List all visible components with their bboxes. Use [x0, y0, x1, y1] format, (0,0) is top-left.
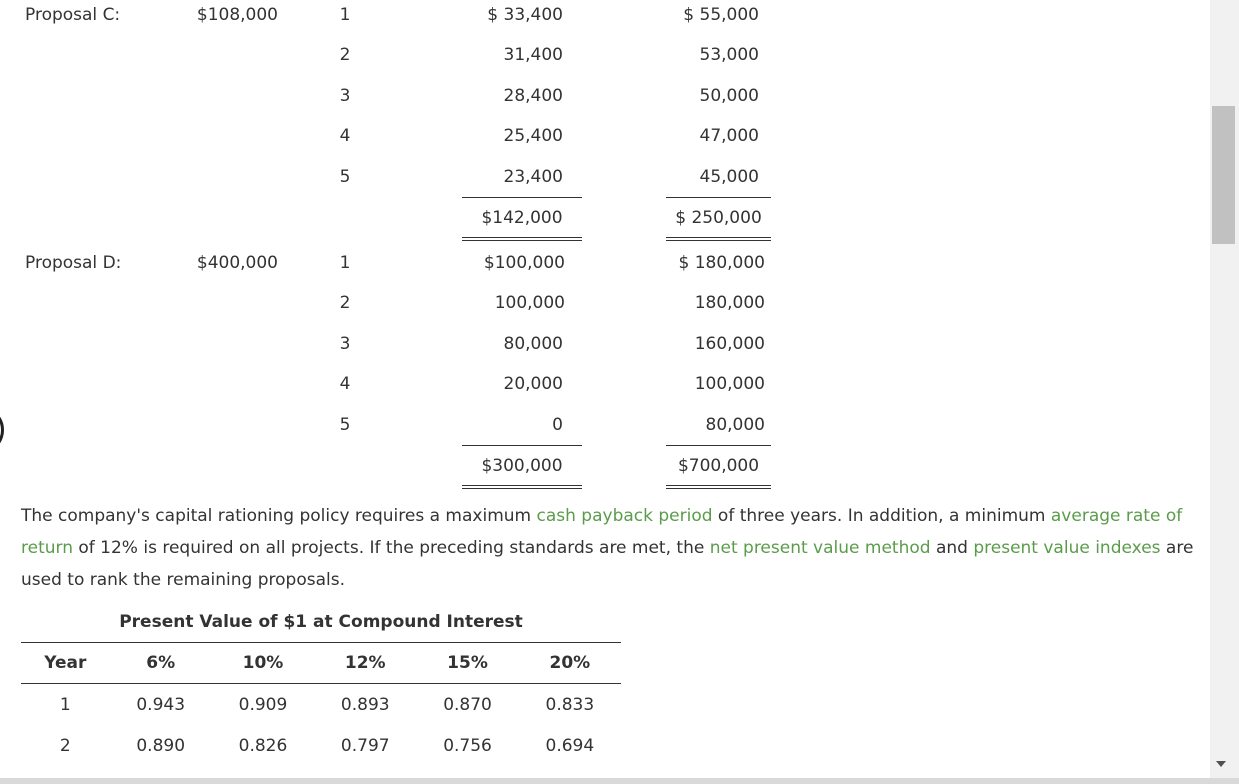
income-cell: 80,000 — [503, 334, 563, 354]
cash-payback-period-link[interactable]: cash payback period — [536, 506, 713, 526]
year-cell: 1 — [339, 5, 351, 25]
table-cell: 0.870 — [443, 695, 492, 715]
subtotal-rule — [666, 197, 771, 198]
cashflow-cell: 45,000 — [699, 167, 759, 187]
total-cell: $ 250,000 — [675, 208, 762, 228]
year-cell: 2 — [339, 293, 351, 313]
bottom-edge — [0, 778, 1239, 784]
year-cell: 1 — [339, 253, 351, 273]
paragraph-text: of 12% is required on all projects. If the preceding standards are met, the — [72, 538, 710, 558]
total-cell: $300,000 — [481, 456, 563, 476]
vertical-scrollbar[interactable] — [1210, 0, 1239, 778]
table-cell: 0.943 — [136, 695, 186, 715]
table-row — [21, 726, 621, 766]
total-cell: $142,000 — [481, 208, 563, 228]
income-cell: 28,400 — [503, 86, 563, 106]
cashflow-cell: 100,000 — [694, 374, 765, 394]
total-double-rule — [666, 485, 771, 489]
total-cell: $700,000 — [677, 456, 760, 476]
present-value-table — [21, 642, 621, 766]
year-cell: 5 — [339, 167, 351, 187]
income-cell: $ 33,400 — [487, 5, 563, 25]
total-double-rule — [462, 237, 582, 241]
income-cell: 23,400 — [503, 167, 563, 187]
column-header: Year — [21, 643, 110, 684]
table-cell: 0.893 — [340, 695, 390, 715]
paragraph-text: and — [930, 538, 974, 558]
total-double-rule — [462, 485, 582, 489]
scrollbar-thumb[interactable] — [1212, 106, 1235, 244]
table-cell: 0.890 — [136, 736, 186, 756]
table-cell: 1 — [59, 695, 71, 715]
table-cell: 0.756 — [443, 736, 492, 756]
income-cell: $100,000 — [483, 253, 565, 273]
table-row — [21, 684, 621, 727]
table-cell: 0.909 — [238, 695, 288, 715]
net-present-value-method-link[interactable]: net present value method — [709, 538, 931, 558]
year-cell: 3 — [339, 334, 351, 354]
subtotal-rule — [666, 445, 771, 446]
year-cell: 3 — [339, 86, 351, 106]
table-cell: 0.826 — [238, 736, 288, 756]
proposal-label: Proposal C: — [25, 5, 121, 25]
present-value-indexes-link[interactable]: present value indexes — [973, 538, 1161, 558]
initial-investment: $400,000 — [196, 253, 278, 273]
cashflow-cell: 180,000 — [694, 293, 765, 313]
table-cell: 2 — [59, 736, 71, 756]
income-cell: 31,400 — [503, 45, 563, 65]
table-header-row — [21, 643, 621, 684]
pv-table-title: Present Value of $1 at Compound Interest — [119, 612, 523, 632]
table-cell: 0.797 — [340, 736, 390, 756]
column-header: 20% — [519, 643, 621, 684]
cashflow-cell: 80,000 — [705, 415, 765, 435]
table-cell: 0.833 — [545, 695, 595, 715]
year-cell: 4 — [339, 126, 351, 146]
table-cell: 0.694 — [545, 736, 595, 756]
year-cell: 2 — [339, 45, 351, 65]
income-cell: 0 — [552, 415, 563, 435]
initial-investment: $108,000 — [196, 5, 278, 25]
paragraph-text: of three years. In addition, a minimum — [712, 506, 1051, 526]
partial-circle-icon — [0, 406, 4, 454]
year-cell: 5 — [339, 415, 351, 435]
column-header: 10% — [212, 643, 314, 684]
policy-paragraph — [21, 500, 1196, 596]
paragraph-text: The company's capital rationing policy requires a maximum — [21, 506, 537, 526]
cashflow-cell: $ 55,000 — [683, 5, 759, 25]
subtotal-rule — [462, 445, 582, 446]
cashflow-cell: 47,000 — [699, 126, 759, 146]
total-double-rule — [666, 237, 771, 241]
subtotal-rule — [462, 197, 582, 198]
income-cell: 100,000 — [494, 293, 565, 313]
column-header: 6% — [110, 643, 212, 684]
year-cell: 4 — [339, 374, 351, 394]
column-header: 15% — [416, 643, 518, 684]
cashflow-cell: 50,000 — [699, 86, 759, 106]
income-cell: 20,000 — [503, 374, 563, 394]
cashflow-cell: $ 180,000 — [678, 253, 765, 273]
scroll-down-arrow-icon[interactable] — [1216, 761, 1226, 767]
cashflow-cell: 160,000 — [694, 334, 765, 354]
average-rate-of-return-link[interactable]: average rate of return — [21, 506, 1183, 558]
paragraph-text: are used to rank the remaining proposals. — [21, 538, 1194, 590]
column-header: 12% — [314, 643, 416, 684]
income-cell: 25,400 — [503, 126, 563, 146]
cashflow-cell: 53,000 — [699, 45, 759, 65]
proposal-label: Proposal D: — [25, 253, 122, 273]
